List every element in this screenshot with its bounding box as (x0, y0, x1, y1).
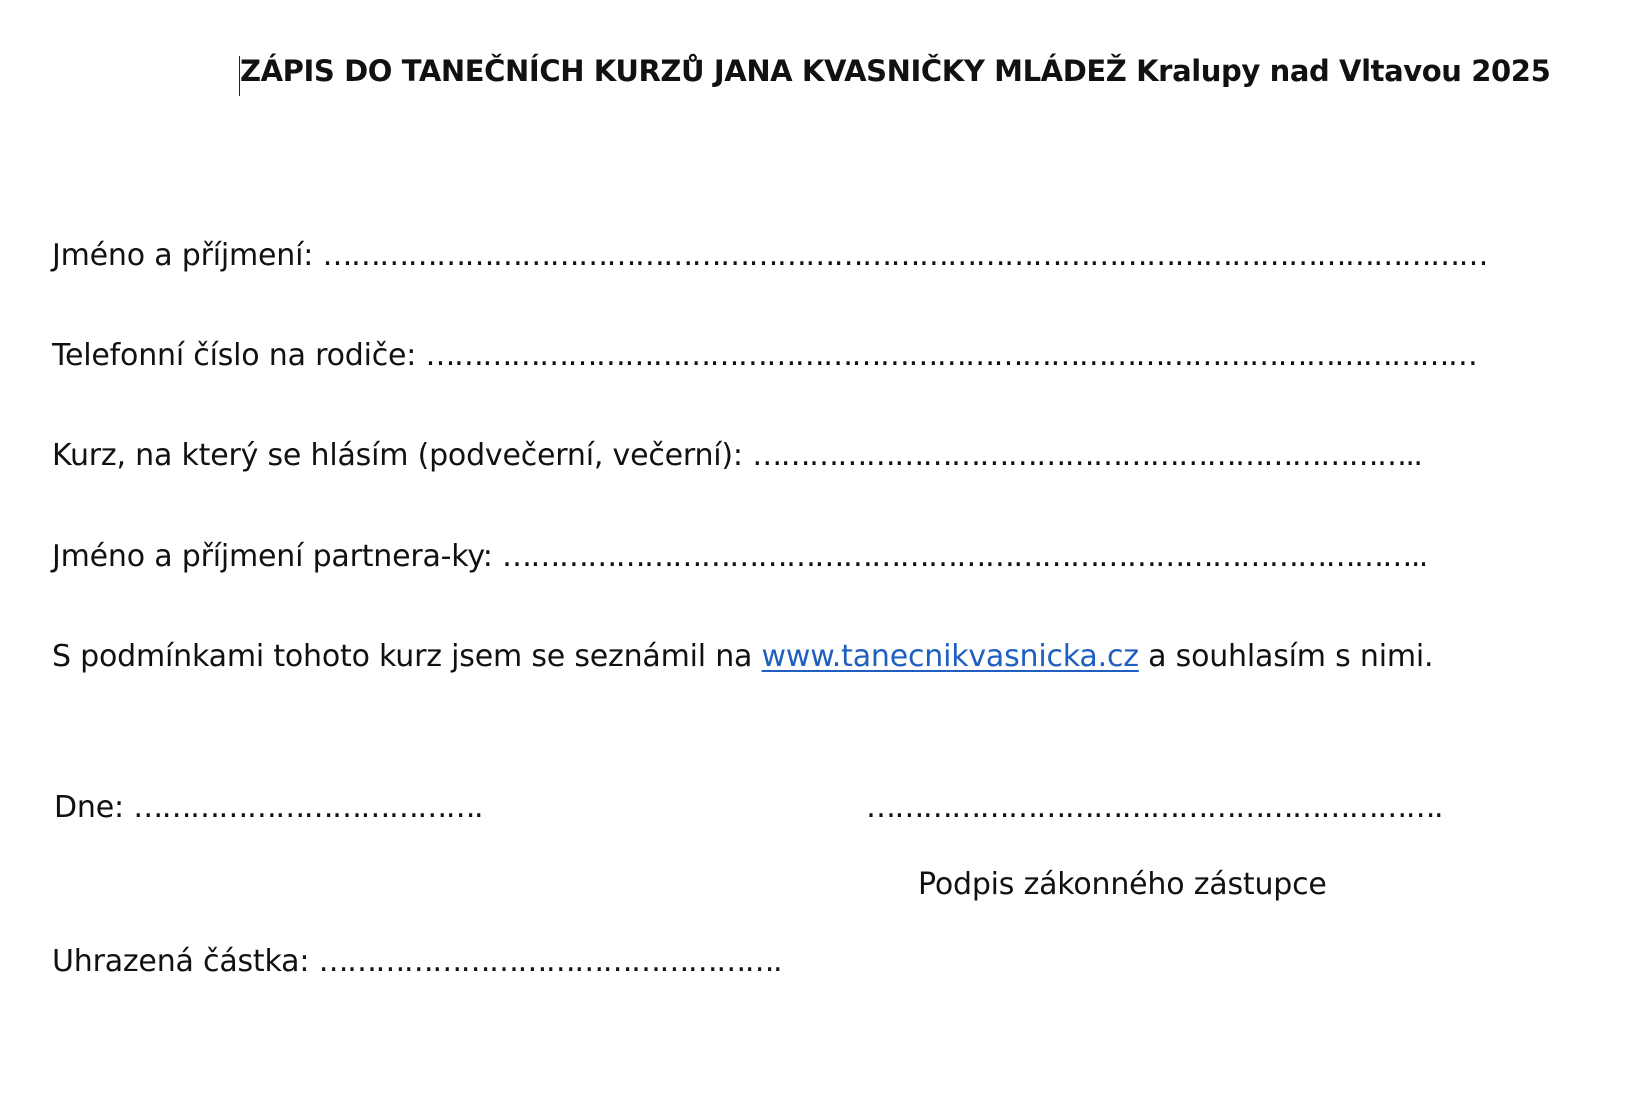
paid-blank[interactable]: …………………………………………. (318, 944, 781, 979)
terms-suffix: a souhlasím s nimi. (1148, 639, 1434, 674)
date-blank[interactable]: ………………………………. (133, 790, 482, 825)
course-blank[interactable]: …………………………………………………………….. (752, 438, 1422, 473)
document-title: ZÁPIS DO TANEČNÍCH KURZŮ JANA KVASNIČKY MLÁDEŽ Kralupy nad Vltavou 2025 (240, 54, 1551, 88)
phone-field-row[interactable] (52, 338, 1476, 373)
paid-amount-row[interactable] (52, 944, 781, 979)
terms-prefix: S podmínkami tohoto kurz jsem se seznámil na (52, 639, 753, 674)
signature-blank[interactable]: ……………………………………………………. (866, 790, 1442, 825)
signature-label: Podpis zákonného zástupce (918, 867, 1327, 902)
course-field-row[interactable] (52, 438, 1421, 473)
phone-blank[interactable]: ………………………………………………………………………………………………… (425, 338, 1477, 373)
terms-statement (52, 639, 1433, 674)
name-blank[interactable]: …………………………………………………………………………………………………………… (322, 238, 1487, 273)
partner-field-row[interactable] (52, 539, 1427, 574)
terms-website-link[interactable]: www.tanecnikvasnicka.cz (761, 639, 1139, 674)
name-field-row[interactable] (52, 238, 1487, 273)
phone-label: Telefonní číslo na rodiče: (52, 338, 417, 373)
date-field-row[interactable] (54, 790, 482, 825)
partner-blank[interactable]: …………………………………………………………………………………….. (502, 539, 1427, 574)
partner-label: Jméno a příjmení partnera-ky: (52, 539, 493, 574)
course-label: Kurz, na který se hlásím (podvečerní, večerní): (52, 438, 743, 473)
paid-label: Uhrazená částka: (52, 944, 310, 979)
name-label: Jméno a příjmení: (52, 238, 314, 273)
date-label: Dne: (54, 790, 124, 825)
